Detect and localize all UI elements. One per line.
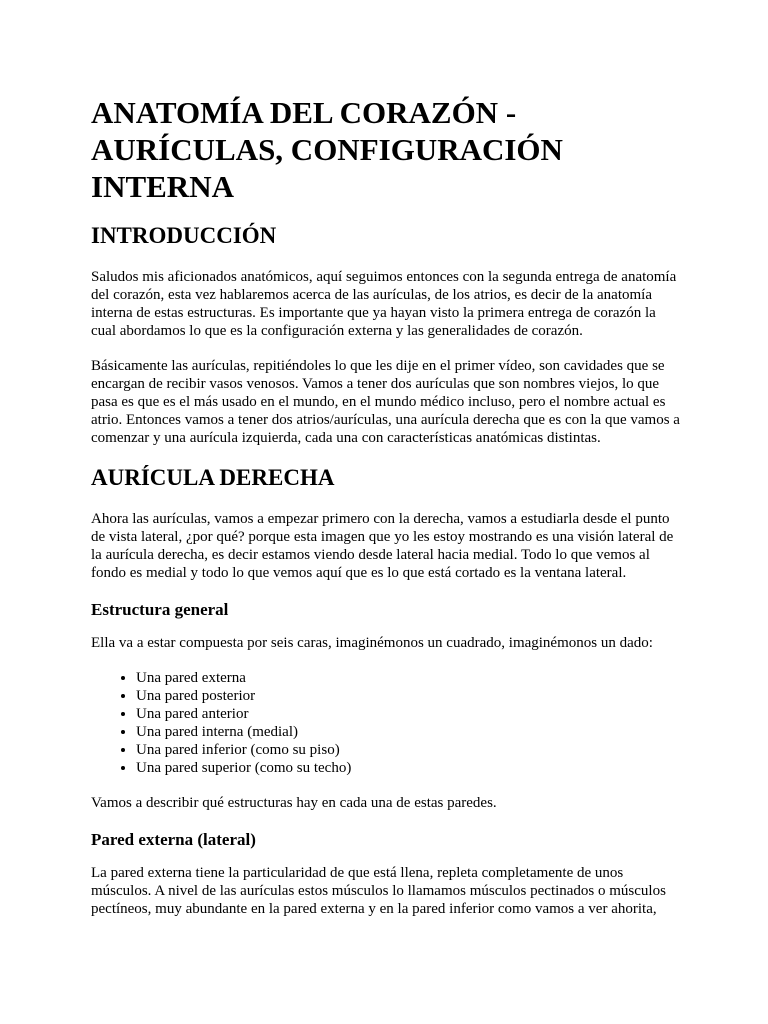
intro-paragraph-2: Básicamente las aurículas, repitiéndoles lo que les dije en el primer vídeo, son cavidades que se encargan de recibir vasos venosos. Vamos a tener dos aurículas que son nombres viejos, lo que pasa es que es el más usado en el mundo, en el mundo médico incluso, pero el nombre actual es atrio. Entonces vamos a tener dos atrios/aurículas, una aurícula derecha que es con la que vamos a comenzar y una aurícula izquierda, cada una con características anatómicas distintas. — [91, 358, 680, 446]
walls-followup-paragraph: Vamos a describir qué estructuras hay en cada una de estas paredes. — [91, 795, 497, 811]
external-wall-heading: Pared externa (lateral) — [91, 830, 256, 849]
list-item: • Una pared anterior — [136, 705, 683, 723]
general-structure-paragraph: Ella va a estar compuesta por seis caras, imaginémonos un cuadrado, imaginémonos un dado: — [91, 635, 653, 651]
document-page — [91, 94, 683, 935]
intro-heading: INTRODUCCIÓN — [91, 223, 277, 248]
right-atrium-paragraph: Ahora las aurículas, vamos a empezar primero con la derecha, vamos a estudiarla desde el punto de vista lateral, ¿por qué? porque esta imagen que yo les estoy mostrando es una visión lateral de la aurícula derecha, es decir estamos viendo desde lateral hacia medial. Todo lo que vemos al fondo es medial y todo lo que vemos aquí que es lo que está cortado es la ventana lateral. — [91, 511, 674, 581]
list-item: • Una pared inferior (como su piso) — [136, 741, 683, 759]
right-atrium-heading: AURÍCULA DERECHA — [91, 465, 335, 490]
walls-list — [91, 669, 683, 777]
list-item: • Una pared interna (medial) — [136, 723, 683, 741]
list-item: • Una pared externa — [136, 669, 683, 687]
intro-paragraph-1: Saludos mis aficionados anatómicos, aquí seguimos entonces con la segunda entrega de anatomía del corazón, esta vez hablaremos acerca de las aurículas, de los atrios, es decir de la anatomía interna de estas estructuras. Es importante que ya hayan visto la primera entrega de corazón la cual abordamos lo que es la configuración externa y las generalidades de corazón. — [91, 269, 677, 339]
list-item: • Una pared posterior — [136, 687, 683, 705]
external-wall-paragraph: La pared externa tiene la particularidad de que está llena, repleta completamente de unos músculos. A nivel de las aurículas estos músculos lo llamamos músculos pectinados o músculos pectíneos, muy abundante en la pared externa y en la pared inferior como vamos a ver ahorita, — [91, 865, 666, 917]
general-structure-heading: Estructura general — [91, 600, 229, 619]
document-title: ANATOMÍA DEL CORAZÓN - AURÍCULAS, CONFIGURACIÓN INTERNA — [91, 95, 563, 204]
list-item: • Una pared superior (como su techo) — [136, 759, 683, 777]
